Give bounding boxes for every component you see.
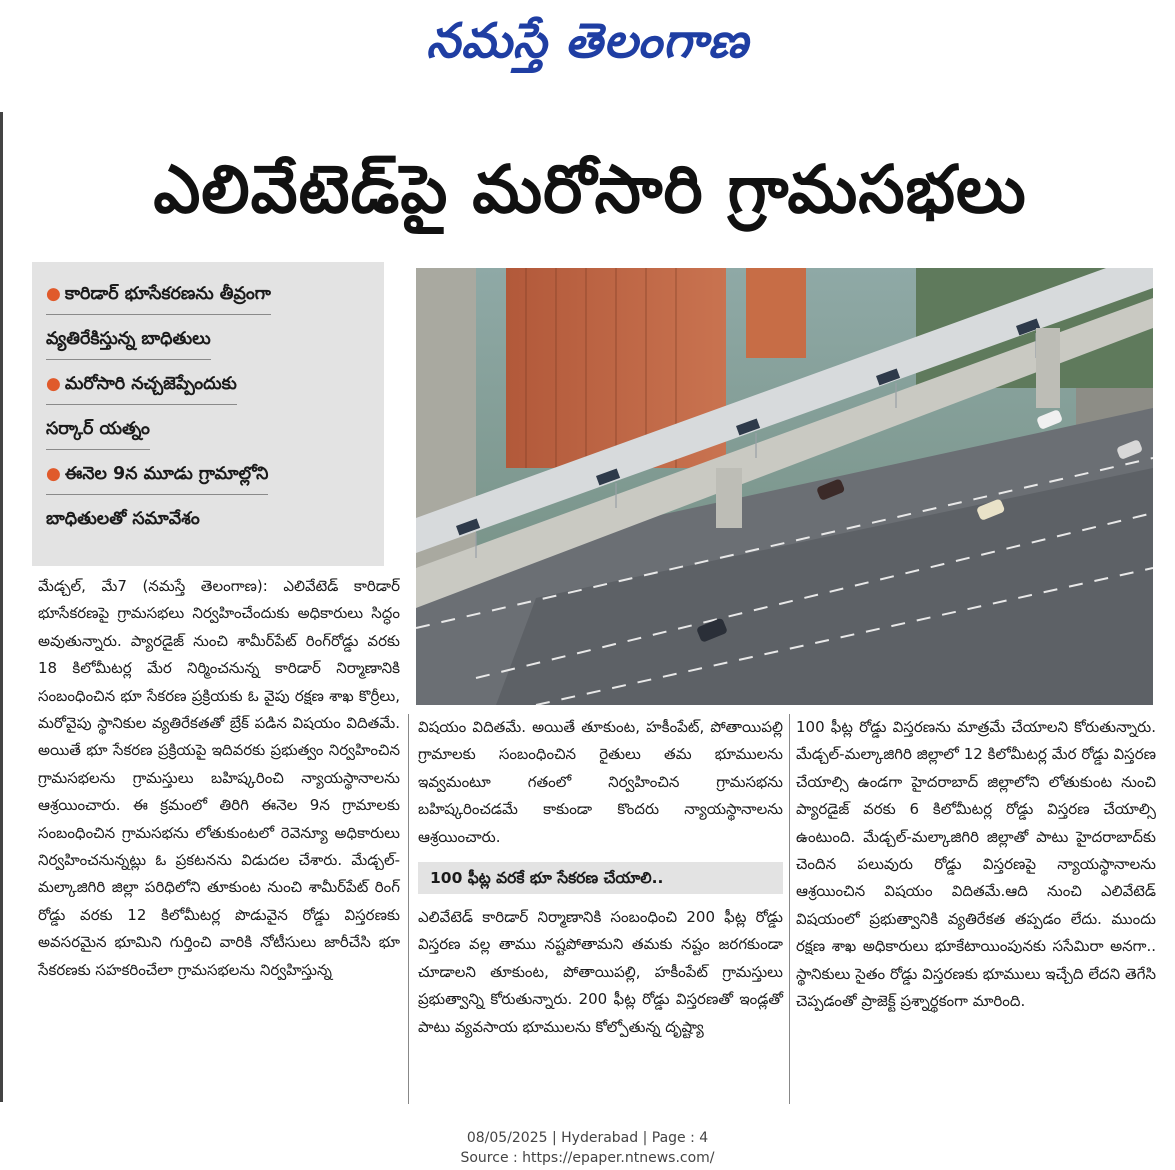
highlight-line: ● మరోసారి నచ్చజెప్పేందుకు [46,364,237,405]
left-rule [0,112,3,1102]
highlight-line: బాధితులతో సమావేశం [46,509,200,529]
highlight-line: వ్యతిరేకిస్తున్న బాధితులు [46,319,211,360]
news-photo-elevated-corridor [416,268,1153,705]
subheading: 100 ఫీట్ల వరకే భూ సేకరణ చేయాలి.. [418,862,783,894]
highlights-box [32,262,384,566]
metro-elevated-illustration [416,268,1153,705]
highlight-line: సర్కార్ యత్నం [46,409,150,450]
footer-source-line: Source : https://epaper.ntnews.com/ [460,1150,715,1166]
article-column-2: విషయం విదితమే. అయితే తూకుంట, హకీంపేట్, పోతాయిపల్లి గ్రామాలకు సంబంధించిన రైతులు తమ భూములను ఇవ్వమంటూ గతంలో నిర్వహించిన గ్రామసభను బహిష్కరించడమే కాకుండా కొందరు న్యాయస్థానాలను ఆశ్రయించారు. [418,718,783,846]
article-column-2-continued: ఎలివేటెడ్ కారిడార్ నిర్మాణానికి సంబంధించి 200 ఫీట్ల రోడ్డు విస్తరణ వల్ల తాము నష్టపోతామని తమకు నష్టం జరగకుండా చూడాలని తూకుంట, పోతాయిపల్లి, హకీంపేట్ గ్రామస్తులు ప్రభుత్వాన్ని కోరుతున్నారు. 200 ఫీట్ల రోడ్డు విస్తరణతో ఇండ్లతో పాటు వ్యవసాయ భూములను కోల్పోతున్న దృష్ట్యా [418,908,783,1036]
column-divider [408,714,409,1104]
bullet-icon: ● [46,374,61,394]
article-column-1: మేడ్చల్, మే7 (నమస్తే తెలంగాణ): ఎలివేటెడ్ కారిడార్ భూసేకరణపై గ్రామసభలు నిర్వహించేందుకు అధికారులు సిద్ధం అవుతున్నారు. ప్యారడైజ్ నుంచి శామీర్‌పేట్ రింగ్‌రోడ్డు వరకు 18 కిలోమీటర్ల మేర నిర్మించనున్న కారిడార్ నిర్మాణానికి సంబంధించిన భూ సేకరణ ప్రక్రియకు ఓ వైపు రక్షణ శాఖ కొర్రీలు, మరోవైపు స్థానికుల వ్యతిరేకతతో బ్రేక్ పడిన విషయం విదితమే. అయితే భూ సేకరణ ప్రక్రియపై ఇదివరకు ప్రభుత్వం నిర్వహించిన గ్రామసభలను గ్రామస్తులు బహిష్కరించి న్యాయస్థానాలను ఆశ్రయించారు. ఈ క్రమంలో తిరిగి ఈనెల 9న గ్రామాలకు సంబంధించిన గ్రామసభను లోతుకుంటలో రెవెన్యూ అధికారులు నిర్వహించనున్నట్లు ఓ ప్రకటనను విడుదల చేశారు. మేడ్చల్-మల్కాజిగిరి జిల్లా పరిధిలోని తూకుంట నుంచి శామీర్‌పేట్ రింగ్ రోడ్డు వరకు 12 కిలోమీటర్ల పొడువైన రోడ్డు విస్తరణకు అవసరమైన భూమిని గుర్తించి వారికి నోటీసులు జారీచేసి భూ సేకరణకు సహకరించేలా గ్రామసభలను నిర్వహిస్తున్న [38,577,400,979]
bullet-icon: ● [46,284,61,304]
column-divider [789,714,790,1104]
article-column-3: 100 ఫీట్ల రోడ్డు విస్తరణను మాత్రమే చేయాలని కోరుతున్నారు. మేడ్చల్-మల్కాజిగిరి జిల్లాలో 12 కిలోమీటర్ల మేర రోడ్డు విస్తరణ చేయాల్సి ఉండగా హైదరాబాద్ జిల్లాలోని లోతుకుంట నుంచి ప్యారడైజ్ వరకు 6 కిలోమీటర్ల రోడ్డు విస్తరణ చేయాల్సి ఉంటుంది. మేడ్చల్-మల్కాజిగిరి జిల్లాతో పాటు హైదరాబాద్‌కు చెందిన పలువురు రోడ్డు విస్తరణపై న్యాయస్థానాలను ఆశ్రయించిన విషయం విదితమే.ఆది నుంచి ఎలివేటెడ్ విషయంలో ప్రభుత్వానికి వ్యతిరేకత తప్పడం లేదు. ముందు రక్షణ శాఖ అధికారులు భూకేటాయింపునకు ససేమిరా అనగా.. స్థానికులు సైతం రోడ్డు విస్తరణకు భూములు ఇచ్చేది లేదని తెగేసి చెప్పడంతో ప్రాజెక్ట్ ప్రశ్నార్థకంగా మారింది. [796,718,1156,1011]
masthead-logo: నమస్తే తెలంగాణ [426,13,749,69]
headline: ఎలివేటెడ్‌పై మరోసారి గ్రామసభలు [153,151,1027,228]
bullet-icon: ● [46,464,61,484]
footer-date-line: 08/05/2025 | Hyderabad | Page : 4 [466,1130,709,1146]
highlight-line: ● ఈనెల 9న మూడు గ్రామాల్లోని [46,454,268,495]
page-footer [0,1128,1175,1168]
highlight-line: ● కారిడార్ భూసేకరణను తీవ్రంగా [46,274,271,315]
